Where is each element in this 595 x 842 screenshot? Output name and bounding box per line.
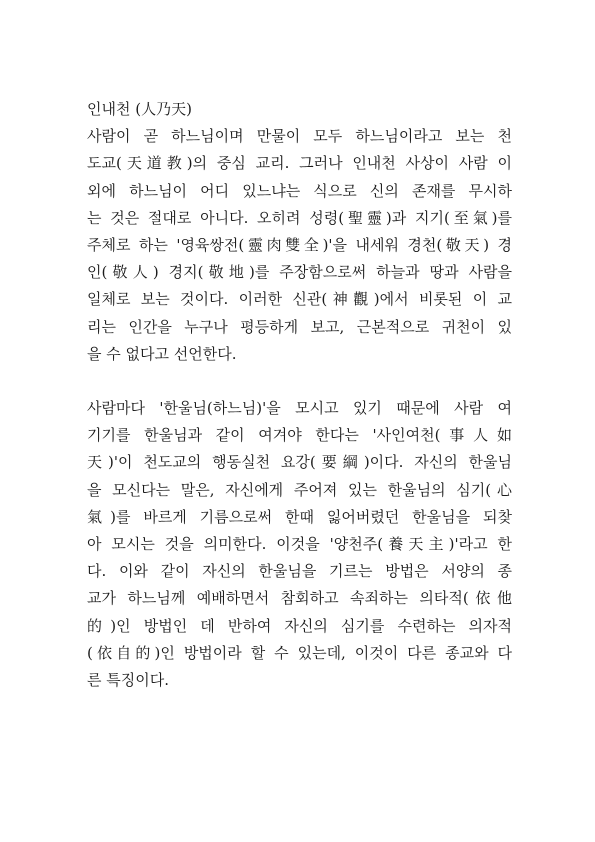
paragraph-line: 른 특징이다. [87, 670, 169, 689]
paragraph-line: 교가 하느님께 예배하면서 참회하고 속죄하는 의타적(依他 [87, 589, 512, 608]
paragraph-2 [87, 395, 512, 694]
paragraph-line: 을 모신다는 말은, 자신에게 주어져 있는 한울님의 심기(心 [87, 480, 512, 499]
paragraph-line: 인(敬人) 경지(敬地)를 주장함으로써 하늘과 땅과 사람을 [87, 263, 512, 282]
document-title: 인내천 (人乃天) [87, 100, 192, 118]
paragraph-spacer [87, 368, 512, 395]
paragraph-line: 사람이 곧 하느님이며 만물이 모두 하느님이라고 보는 천 [87, 127, 512, 146]
paragraph-line: 을 수 없다고 선언한다. [87, 344, 237, 363]
paragraph-line: 외에 하느님이 어디 있느냐는 식으로 신의 존재를 무시하 [87, 181, 512, 200]
paragraph-line: 기기를 한울님과 같이 여겨야 한다는 '사인여천(事人如 [87, 426, 512, 445]
paragraph-line: 일체로 보는 것이다. 이러한 신관(神觀)에서 비롯된 이 교 [87, 290, 512, 309]
document-body [87, 96, 512, 694]
paragraph-line: (依自的)인 방법이라 할 수 있는데, 이것이 다른 종교와 다 [87, 643, 512, 662]
paragraph-line: 的)인 방법인 데 반하여 자신의 심기를 수련하는 의자적 [87, 616, 512, 635]
paragraph-line: 는 것은 절대로 아니다. 오히려 성령(聖靈)과 지기(至氣)를 [87, 208, 512, 227]
paragraph-line: 주체로 하는 '영육쌍전(靈肉雙全)'을 내세워 경천(敬天) 경 [87, 235, 512, 254]
paragraph-1 [87, 123, 512, 368]
paragraph-line: 리는 인간을 누구나 평등하게 보고, 근본적으로 귀천이 있 [87, 317, 512, 336]
paragraph-line: 天)'이 천도교의 행동실천 요강(要綱)이다. 자신의 한울님 [87, 453, 512, 472]
paragraph-line: 다. 이와 같이 자신의 한울님을 기르는 방법은 서양의 종 [87, 562, 512, 581]
paragraph-line: 氣)를 바르게 기름으로써 한때 잃어버렸던 한울님을 되찾 [87, 507, 512, 526]
paragraph-line: 아 모시는 것을 의미한다. 이것을 '양천주(養天主)'라고 한 [87, 535, 512, 553]
paragraph-line: 사람마다 '한울님(하느님)'을 모시고 있기 때문에 사람 여 [87, 399, 512, 418]
paragraph-line: 도교(天道教)의 중심 교리. 그러나 인내천 사상이 사람 이 [87, 154, 512, 173]
